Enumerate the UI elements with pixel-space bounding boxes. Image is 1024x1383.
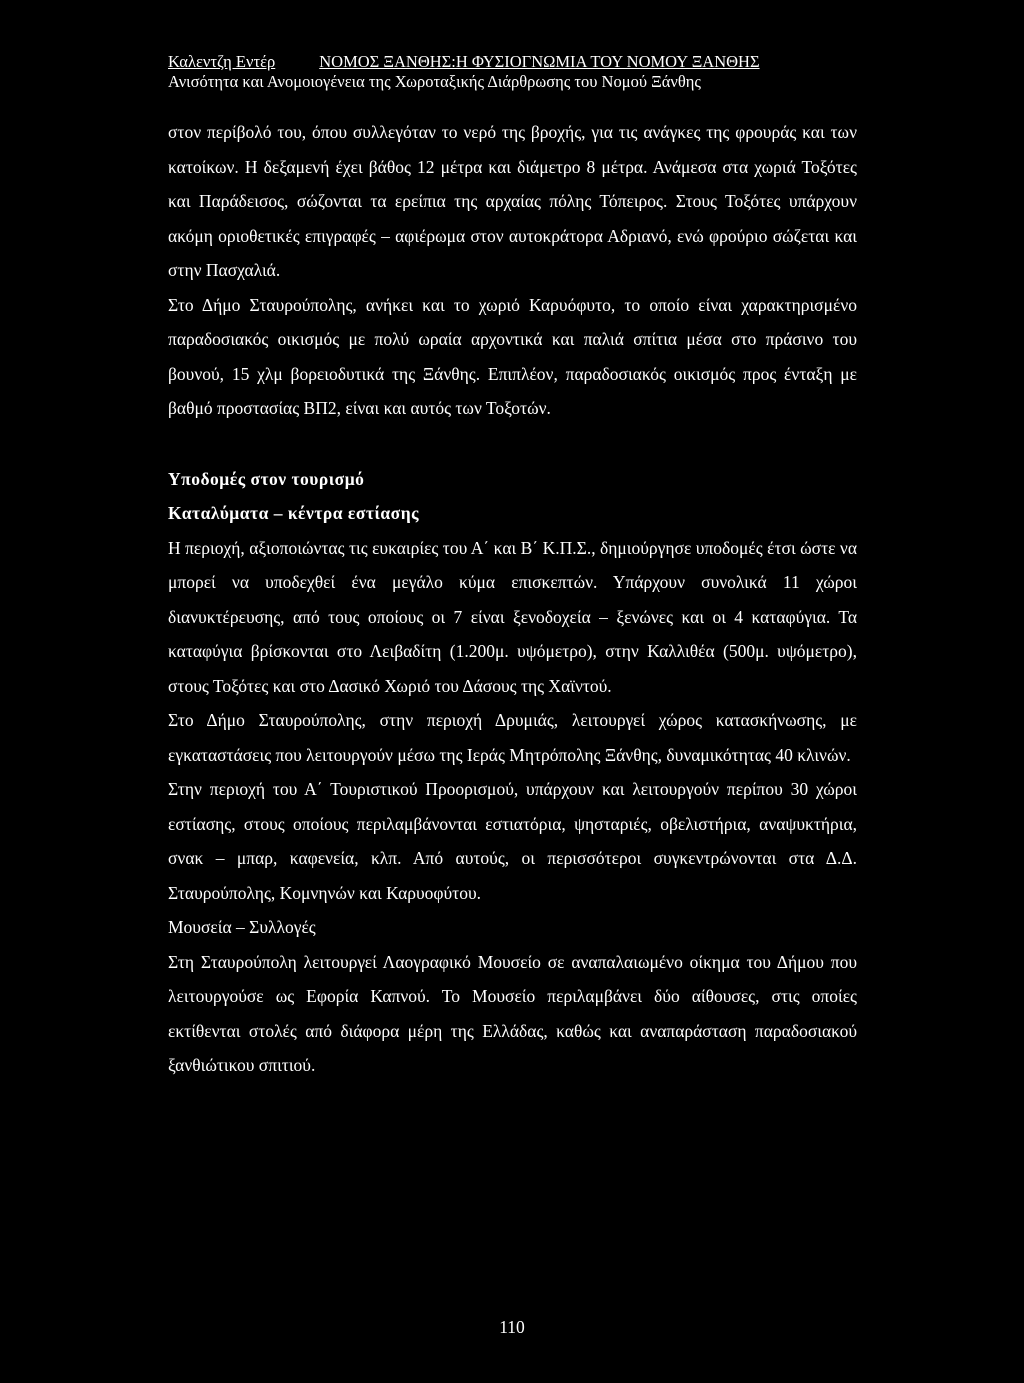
subsection-heading: Καταλύματα – κέντρα εστίασης [168,503,420,523]
section-gap [168,426,857,462]
document-body [168,115,857,1083]
section-heading: Υποδομές στον τουρισμό [168,468,365,489]
subsection-label: Μουσεία – Συλλογές [168,917,316,937]
page-number: 110 [499,1317,525,1337]
paragraph: Στο Δήμο Σταυρούπολης, ανήκει και το χωριό Καρυόφυτο, το οποίο είναι χαρακτηρισμένο παραδοσιακός οικισμός με πολύ ωραία αρχοντικά και παλιά σπίτια μέσα στο πράσινο του βουνού, 15 χλμ βορειοδυτικά της Ξάνθης. Επιπλέον, παραδοσιακός οικισμός προς ένταξη με βαθμό προστασίας ΒΠ2, είναι και αυτός των Τοξοτών. [168,294,857,418]
header-line [168,52,868,72]
paragraph: Στην περιοχή του Α΄ Τουριστικού Προορισμού, υπάρχουν και λειτουργούν περίπου 30 χώροι εστίασης, στους οποίους περιλαμβάνονται εστιατόρια, ψησταριές, οβελιστήρια, αναψυκτήρια, σνακ – μπαρ, καφενεία, κλπ. Από αυτούς, οι περισσότεροι συγκεντρώνονται στα Δ.Δ. Σταυρούπολης, Κομνηνών και Καρυοφύτου. [168,779,857,903]
paragraph: στον περίβολό του, όπου συλλεγόταν το νερό της βροχής, για τις ανάγκες της φρουράς και των κατοίκων. Η δεξαμενή έχει βάθος 12 μέτρα και διάμετρο 8 μέτρα. Ανάμεσα στα χωριά Τοξότες και Παράδεισος, σώζονται τα ερείπια της αρχαίας πόλης Τόπειρος. Στους Τοξότες υπάρχουν ακόμη οριοθετικές επιγραφές – αφιέρωμα στον αυτοκράτορα Αδριανό, ενώ φρούριο σώζεται και στην Πασχαλιά. [168,122,857,280]
header-subtitle: Ανισότητα και Ανομοιογένεια της Χωροταξικής Διάρθρωσης του Νομού Ξάνθης [168,72,701,91]
header-author: Καλεντζη Εντέρ [168,52,276,71]
paragraph: Στο Δήμο Σταυρούπολης, στην περιοχή Δρυμιάς, λειτουργεί χώρος κατασκήνωσης, με εγκαταστάσεις που λειτουργούν μέσω της Ιεράς Μητρόπολης Ξάνθης, δυναμικότητας 40 κλινών. [168,710,857,765]
paragraph: Η περιοχή, αξιοποιώντας τις ευκαιρίες του Α΄ και Β΄ Κ.Π.Σ., δημιούργησε υποδομές έτσι ώστε να μπορεί να υποδεχθεί ένα μεγάλο κύμα επισκεπτών. Υπάρχουν συνολικά 11 χώροι διανυκτέρευσης, από τους οποίους οι 7 είναι ξενοδοχεία – ξενώνες και οι 4 καταφύγια. Τα καταφύγια βρίσκονται στο Λειβαδίτη (1.200μ. υψόμετρο), στην Καλλιθέα (500μ. υψόμετρο), στους Τοξότες και στο Δασικό Χωριό του Δάσους της Χαϊντού. [168,537,857,696]
paragraph: Στη Σταυρούπολη λειτουργεί Λαογραφικό Μουσείο σε αναπαλαιωμένο οίκημα του Δήμου που λειτουργούσε ως Εφορία Καπνού. Το Μουσείο περιλαμβάνει δύο αίθουσες, στις οποίες εκτίθενται στολές από διάφορα μέρη της Ελλάδας, καθώς και αναπαράσταση παραδοσιακού ξανθιώτικου σπιτιού. [168,951,857,1075]
header-title: ΝΟΜΟΣ ΞΑΝΘΗΣ:Η ΦΥΣΙΟΓΝΩΜΙΑ ΤΟΥ ΝΟΜΟΥ ΞΑΝΘΗΣ [319,52,760,71]
page-header [168,52,868,92]
